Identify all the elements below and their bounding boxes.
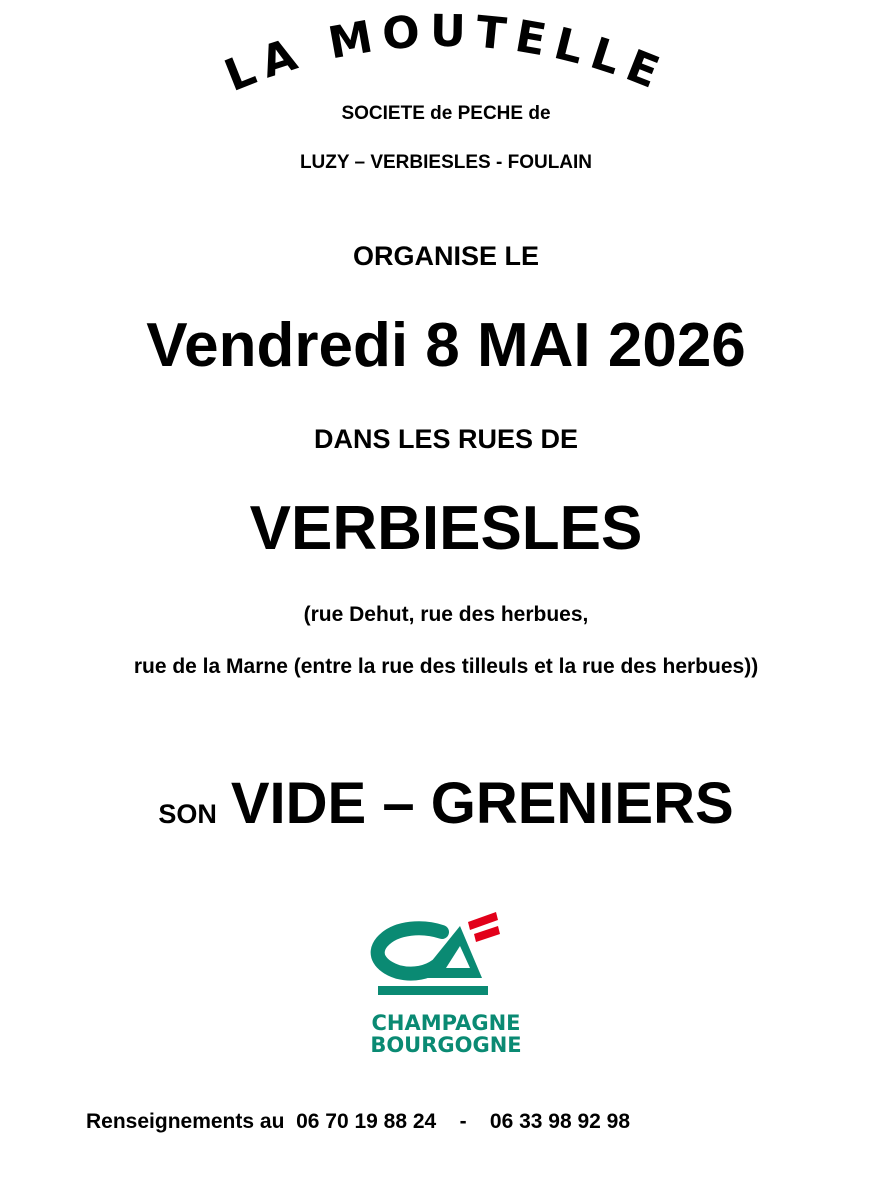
phone-number-1: 06 70 19 88 24 — [296, 1110, 437, 1133]
contact-label: Renseignements au — [86, 1110, 285, 1133]
credit-agricole-logo-icon — [336, 908, 556, 1000]
sponsor-name-line2: BOURGOGNE — [370, 1033, 522, 1057]
sponsor-name-line1: CHAMPAGNE — [371, 1011, 521, 1035]
sponsor-name — [0, 1012, 892, 1056]
club-name-line2: LUZY – VERBIESLES - FOULAIN — [299, 152, 593, 173]
club-name-line1: SOCIETE de PECHE de — [341, 103, 551, 124]
event-name-prefix: SON — [158, 799, 217, 829]
streets-line2: rue de la Marne (entre la rue des tilleuls et la rue des herbues)) — [133, 655, 759, 678]
event-name — [0, 770, 892, 837]
contact-info — [86, 1110, 630, 1134]
event-date: Vendredi 8 MAI 2026 — [146, 311, 746, 380]
event-name-text: VIDE – GRENIERS — [230, 771, 734, 836]
page-title-text: LA MOUTELLE — [217, 5, 675, 103]
page-title — [218, 6, 674, 102]
title-arch — [0, 0, 892, 120]
organise-label: ORGANISE LE — [352, 241, 540, 271]
streets-line1: (rue Dehut, rue des herbues, — [303, 603, 589, 626]
event-city: VERBIESLES — [249, 494, 643, 563]
phone-separator: - — [459, 1110, 467, 1133]
location-intro: DANS LES RUES DE — [313, 424, 579, 454]
phone-number-2: 06 33 98 92 98 — [489, 1110, 631, 1133]
